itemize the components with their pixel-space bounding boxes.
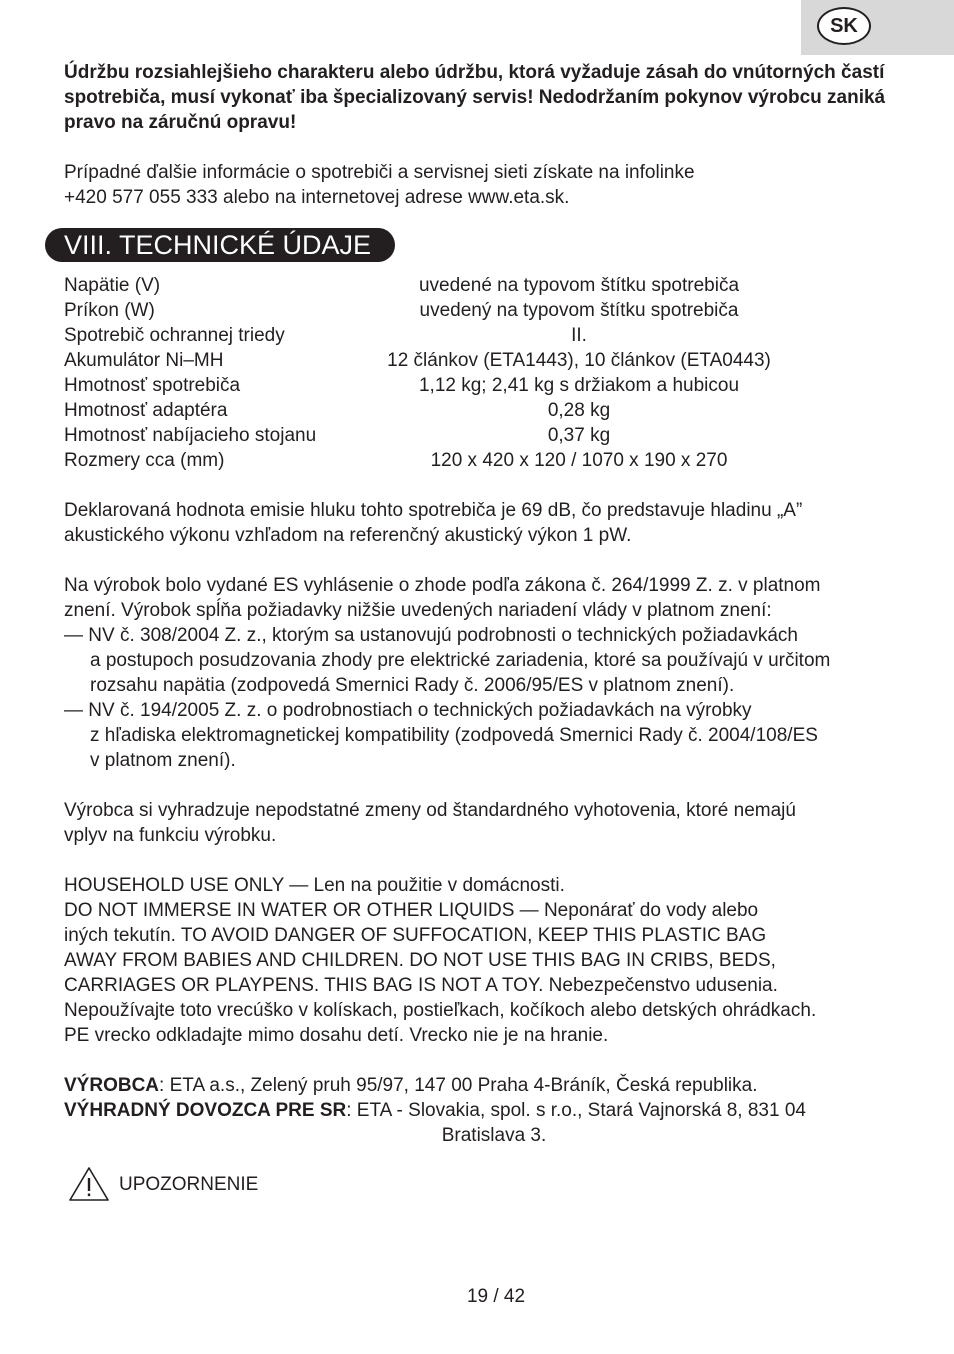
info-line-1: Prípadné ďalšie informácie o spotrebiči a servisnej sieti získate na infolinke <box>64 162 695 183</box>
spec-value: II. <box>571 325 587 346</box>
spec-value: 0,28 kg <box>547 400 611 421</box>
conformity-line-2: znení. Výrobok spĺňa požiadavky nižšie uvedených nariadení vlády v platnom znení: <box>64 600 772 621</box>
changes-line-1: Výrobca si vyhradzuje nepodstatné zmeny od štandardného vyhotovenia, ktoré nemajú <box>64 800 796 821</box>
spec-row <box>64 448 904 473</box>
regulation-2-line-3: v platnom znení). <box>90 750 236 771</box>
warning-label: UPOZORNENIE <box>119 1173 259 1195</box>
manufacturer-line <box>64 1073 904 1098</box>
noise-line-2: akustického výkonu vzhľadom na referenčný akustický výkon 1 pW. <box>64 525 632 546</box>
regulation-1-line-1: — NV č. 308/2004 Z. z., ktorým sa ustanovujú podrobnosti o technických požiadavkách <box>64 625 798 646</box>
spec-value: 0,37 kg <box>547 425 611 446</box>
importer-city: Bratislava 3. <box>441 1125 547 1146</box>
spec-value: 12 článkov (ETA1443), 10 článkov (ETA0443) <box>387 350 771 371</box>
spec-label: Akumulátor Ni–MH <box>64 350 224 371</box>
spec-value: uvedený na typovom štítku spotrebiča <box>419 300 739 321</box>
warning-row <box>68 1166 258 1202</box>
body-text <box>64 498 904 1148</box>
spec-row <box>64 298 904 323</box>
spec-label: Rozmery cca (mm) <box>64 450 225 471</box>
regulation-2-line-2: z hľadiska elektromagnetickej kompatibility (zodpovedá Smernici Rady č. 2004/108/ES <box>90 725 818 746</box>
household-line-1: HOUSEHOLD USE ONLY — Len na použitie v domácnosti. <box>64 875 565 896</box>
warning-triangle-icon <box>68 1166 110 1202</box>
intro-block <box>64 60 894 210</box>
spec-row <box>64 423 904 448</box>
spec-label: Spotrebič ochrannej triedy <box>64 325 285 346</box>
household-line-7: PE vrecko odkladajte mimo dosahu detí. Vrecko nie je na hranie. <box>64 1025 609 1046</box>
manufacturer-text: : ETA a.s., Zelený pruh 95/97, 147 00 Praha 4-Bráník, Česká republika. <box>159 1075 758 1096</box>
spec-row <box>64 348 904 373</box>
importer-line <box>64 1098 904 1123</box>
spec-row <box>64 323 904 348</box>
importer-text: : ETA - Slovakia, spol. s r.o., Stará Vajnorská 8, 831 04 <box>346 1100 806 1121</box>
noise-line-1: Deklarovaná hodnota emisie hluku tohto spotrebiča je 69 dB, čo predstavuje hladinu „A” <box>64 500 803 521</box>
spec-value: uvedené na typovom štítku spotrebiča <box>418 275 740 296</box>
spec-label: Hmotnosť spotrebiča <box>64 375 241 396</box>
language-tab <box>801 0 954 55</box>
conformity-line-1: Na výrobok bolo vydané ES vyhlásenie o zhode podľa zákona č. 264/1999 Z. z. v platnom <box>64 575 821 596</box>
household-line-2: DO NOT IMMERSE IN WATER OR OTHER LIQUIDS — Neponárať do vody alebo <box>64 900 759 921</box>
info-line-2: +420 577 055 333 alebo na internetovej adrese www.eta.sk. <box>64 187 570 208</box>
spec-row <box>64 398 904 423</box>
spec-table <box>64 273 904 473</box>
importer-label: VÝHRADNÝ DOVOZCA PRE SR <box>64 1100 347 1121</box>
regulation-1-line-3: rozsahu napätia (zodpovedá Smernici Rady č. 2006/95/ES v platnom znení). <box>90 675 735 696</box>
section-title: VIII. TECHNICKÉ ÚDAJE <box>45 228 395 262</box>
manufacturer-label: VÝROBCA <box>64 1075 160 1096</box>
language-badge: SK <box>817 7 871 45</box>
page-number: 19 / 42 <box>466 1286 526 1307</box>
spec-label: Hmotnosť nabíjacieho stojanu <box>64 425 317 446</box>
household-line-3: iných tekutín. TO AVOID DANGER OF SUFFOCATION, KEEP THIS PLASTIC BAG <box>64 925 767 946</box>
service-warning: Údržbu rozsiahlejšieho charakteru alebo údržbu, ktorá vyžaduje zásah do vnútorných častí spotrebiča, musí vykonať iba špecializovaný servis! Nedodržaním pokynov výrobcu zaniká pravo na záručnú opravu! <box>64 62 886 133</box>
spec-row <box>64 373 904 398</box>
spec-value: 120 x 420 x 120 / 1070 x 190 x 270 <box>430 450 728 471</box>
spec-value: 1,12 kg; 2,41 kg s držiakom a hubicou <box>418 375 740 396</box>
household-line-5: CARRIAGES OR PLAYPENS. THIS BAG IS NOT A TOY. Nebezpečenstvo udusenia. <box>64 975 778 996</box>
spec-label: Napätie (V) <box>64 275 161 296</box>
regulation-2-line-1: — NV č. 194/2005 Z. z. o podrobnostiach o technických požiadavkách na výrobky <box>64 700 752 721</box>
spec-label: Hmotnosť adaptéra <box>64 400 228 421</box>
spec-label: Príkon (W) <box>64 300 155 321</box>
regulation-1-line-2: a postupoch posudzovania zhody pre elektrické zariadenia, ktoré sa používajú v určitom <box>90 650 831 671</box>
changes-line-2: vplyv na funkciu výrobku. <box>64 825 277 846</box>
household-line-6: Nepoužívajte toto vrecúško v kolískach, postieľkach, kočíkoch alebo detských ohrádkach. <box>64 1000 817 1021</box>
household-line-4: AWAY FROM BABIES AND CHILDREN. DO NOT USE THIS BAG IN CRIBS, BEDS, <box>64 950 776 971</box>
spec-row <box>64 273 904 298</box>
